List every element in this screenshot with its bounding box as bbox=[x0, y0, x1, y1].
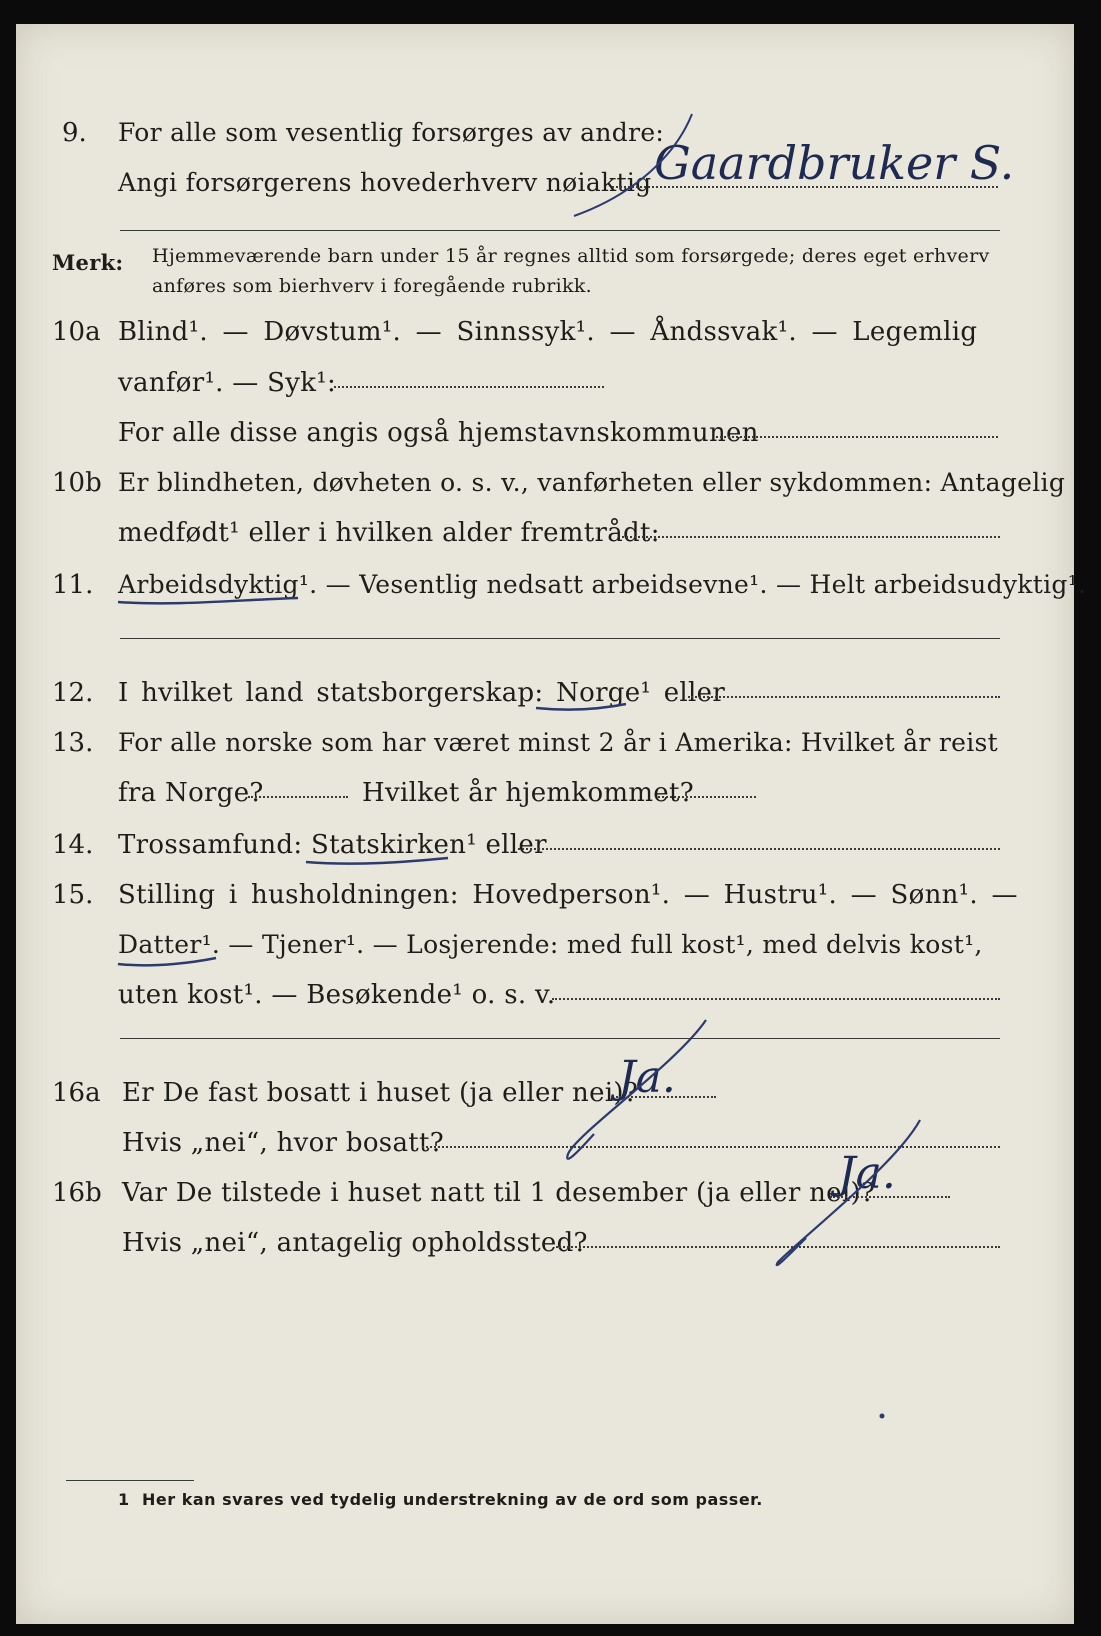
q13-number: 13. bbox=[52, 728, 94, 758]
q13-line1: For alle norske som har været minst 2 år i Amerika: Hvilket år reist bbox=[118, 728, 999, 757]
q11-number: 11. bbox=[52, 570, 94, 600]
footnote-rule bbox=[66, 1480, 194, 1481]
q16a-number: 16a bbox=[52, 1078, 101, 1108]
q11-option-rest: — Vesentlig nedsatt arbeidsevne¹. — Helt arbeidsudyktig¹. bbox=[317, 570, 1087, 599]
q12-label: I hvilket land statsborgerskap: bbox=[118, 678, 557, 708]
q15-line1: Stilling i husholdningen: Hovedperson¹. — Hustru¹. — Sønn¹. — bbox=[118, 880, 1018, 910]
underline-datter bbox=[118, 958, 216, 965]
merk-line2: anføres som bierhverv i foregående rubrikk. bbox=[152, 275, 592, 297]
q10a-number: 10a bbox=[52, 317, 101, 347]
q10b-line2: medfødt¹ eller i hvilken alder fremtrådt: bbox=[118, 518, 660, 548]
q15-line3: uten kost¹. — Besøkende¹ o. s. v. bbox=[118, 980, 556, 1010]
q15-line2-rest: — Tjener¹. — Losjerende: med full kost¹, med delvis kost¹, bbox=[220, 930, 983, 959]
q9-answer-handwritten: Gaardbruker S. bbox=[654, 136, 1015, 190]
underline-norge bbox=[536, 704, 626, 710]
q15-option-datter[interactable]: Datter¹. bbox=[118, 930, 221, 959]
q10b-number: 10b bbox=[52, 468, 102, 498]
q9-line2: Angi forsørgerens hovederhverv nøiaktig bbox=[118, 168, 652, 197]
q15-number: 15. bbox=[52, 880, 94, 910]
q9-number: 9. bbox=[62, 118, 87, 148]
underline-statskirken bbox=[306, 858, 448, 864]
q16a-line1: Er De fast bosatt i huset (ja eller nei)? bbox=[122, 1078, 639, 1108]
q16b-line2: Hvis „nei“, antagelig opholdssted? bbox=[122, 1228, 588, 1258]
handwriting-strokes bbox=[16, 24, 1074, 1624]
q13-line2a: fra Norge? bbox=[118, 778, 264, 808]
q16b-long-descender bbox=[777, 1120, 920, 1265]
census-form-page bbox=[16, 24, 1087, 1624]
q16b-number: 16b bbox=[52, 1178, 102, 1208]
q16a-line2: Hvis „nei“, hvor bosatt? bbox=[122, 1128, 444, 1158]
q12-option-norge[interactable]: Norge¹ bbox=[556, 678, 652, 708]
q9-line1: For alle som vesentlig forsørges av andre: bbox=[118, 118, 665, 147]
q9-long-descender bbox=[574, 114, 692, 216]
q14-label: Trossamfund: bbox=[118, 830, 311, 860]
q10b-line1: Er blindheten, døvheten o. s. v., vanførheten eller sykdommen: Antagelig bbox=[118, 468, 1066, 497]
q16b-answer-handwritten: Ja. bbox=[838, 1148, 896, 1199]
q14-eller: eller bbox=[476, 830, 547, 860]
footnote-text: Her kan svares ved tydelig understrekning av de ord som passer. bbox=[142, 1490, 763, 1509]
q11-option-arbeidsdyktig[interactable]: Arbeidsdyktig¹. bbox=[118, 570, 318, 599]
q12-eller: eller bbox=[651, 678, 726, 708]
q16b-line1: Var De tilstede i huset natt til 1 desember (ja eller nei)? bbox=[122, 1178, 876, 1208]
q14-number: 14. bbox=[52, 830, 94, 860]
ink-dot bbox=[880, 1414, 885, 1419]
footnote-mark: 1 bbox=[118, 1490, 130, 1509]
q10a-line2: vanfør¹. — Syk¹: bbox=[118, 368, 337, 398]
merk-label: Merk: bbox=[52, 250, 124, 275]
q14-option-statskirken[interactable]: Statskirken¹ bbox=[310, 830, 477, 860]
q10a-line3: For alle disse angis også hjemstavnskommunen bbox=[118, 418, 759, 448]
merk-line1: Hjemmeværende barn under 15 år regnes alltid som forsørgede; deres eget erhverv bbox=[152, 245, 990, 267]
q10a-line1: Blind¹. — Døvstum¹. — Sinnssyk¹. — Åndssvak¹. — Legemlig bbox=[118, 317, 978, 347]
q13-line2b: Hvilket år hjemkommet? bbox=[362, 778, 694, 808]
q12-number: 12. bbox=[52, 678, 94, 708]
underline-arbeidsdyktig bbox=[118, 598, 298, 603]
q16a-answer-handwritten: Ja. bbox=[618, 1052, 676, 1103]
q16a-long-descender bbox=[567, 1020, 706, 1159]
